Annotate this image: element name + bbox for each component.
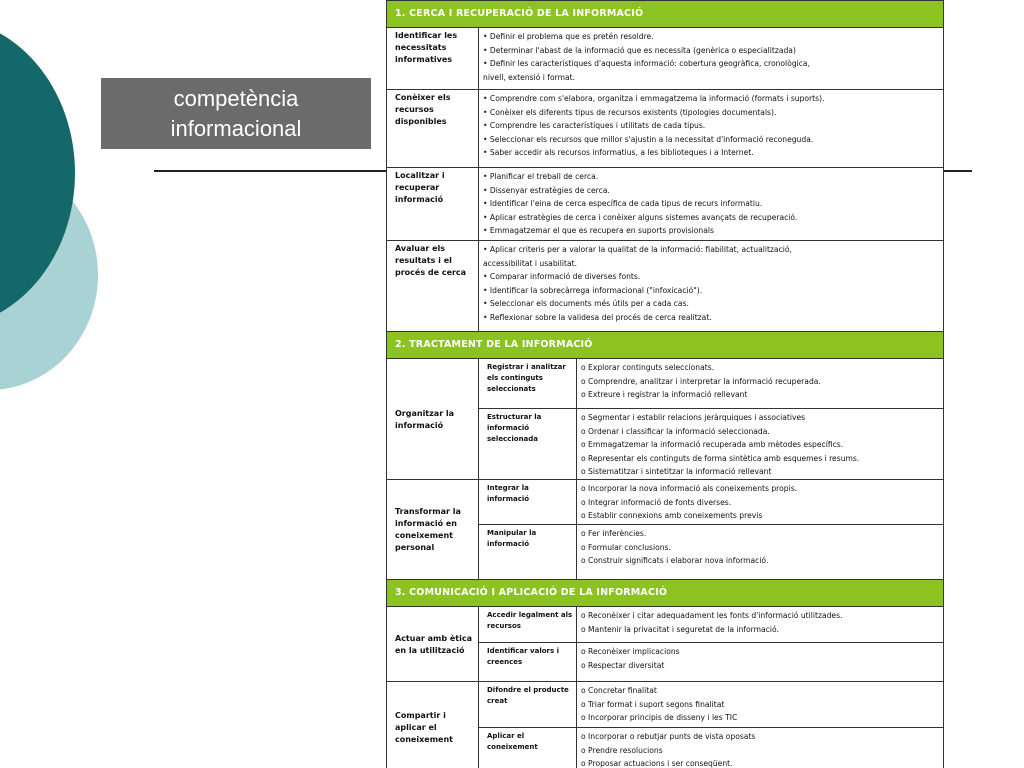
competency-table xyxy=(386,0,944,768)
list-item: accessibilitat i usabilitat. xyxy=(483,258,577,268)
list-item: o Proposar actuacions i ser conseqüent. xyxy=(581,759,733,768)
table-row xyxy=(387,90,944,168)
section-header-row xyxy=(387,332,944,359)
item-list xyxy=(577,409,944,480)
item-list xyxy=(577,606,944,642)
row-label: Identificar les necessitats informatives xyxy=(387,28,479,90)
list-item: o Comprendre, analitzar i interpretar la informació recuperada. xyxy=(581,376,821,386)
list-item: o Construir significats i elaborar nova informació. xyxy=(581,556,769,566)
group-label: Organitzar la informació xyxy=(387,359,479,480)
item-list xyxy=(479,168,944,241)
table-row xyxy=(387,28,944,90)
list-item: o Sistematitzar i sintetitzar la informació rellevant xyxy=(581,467,772,477)
list-item: • Conèixer els diferents tipus de recursos existents (tipologies documentals). xyxy=(483,107,777,117)
divider-line-left xyxy=(154,170,386,172)
slide-title-line2: informacional xyxy=(170,115,302,141)
list-item: • Comprendre les característiques i utilitats de cada tipus. xyxy=(483,121,706,131)
row-label: Conèixer els recursos disponibles xyxy=(387,90,479,168)
sub-label: Difondre el producte creat xyxy=(479,681,577,727)
sub-label: Registrar i analitzar els continguts seleccionats xyxy=(479,359,577,409)
table-row xyxy=(387,479,944,524)
sub-label: Aplicar el coneixement xyxy=(479,727,577,768)
list-item: • Definir les característiques d'aquesta informació: cobertura geogràfica, cronològica, xyxy=(483,59,810,69)
list-item: o Incorporar la nova informació als coneixements propis. xyxy=(581,483,798,493)
sub-label: Accedir legalment als recursos xyxy=(479,606,577,642)
list-item: • Seleccionar els recursos que millor s'ajustin a la necessitat d'informació reconeguda. xyxy=(483,134,814,144)
list-item: • Saber accedir als recursos informatius, a les biblioteques i a Internet. xyxy=(483,148,754,158)
sub-label: Manipular la informació xyxy=(479,524,577,579)
section-title: 1. CERCA I RECUPERACIÓ DE LA INFORMACIÓ xyxy=(387,1,944,28)
group-label: Transformar la informació en coneixement personal xyxy=(387,479,479,579)
list-item: • Aplicar estratègies de cerca i conèixer alguns sistemes avançats de recuperació. xyxy=(483,212,798,222)
list-item: • Planificar el treball de cerca. xyxy=(483,172,599,181)
list-item: • Identificar l'eina de cerca específica de cada tipus de recurs informatiu. xyxy=(483,199,763,209)
list-item: • Dissenyar estratègies de cerca. xyxy=(483,185,610,195)
item-list xyxy=(479,28,944,90)
list-item: o Incorporar principis de disseny i les TIC xyxy=(581,713,738,723)
list-item: nivell, extensió i format. xyxy=(483,72,576,82)
row-label: Localitzar i recuperar informació xyxy=(387,168,479,241)
list-item: o Representar els continguts de forma sintètica amb esquemes i resums. xyxy=(581,453,860,463)
list-item: • Seleccionar els documents més útils per a cada cas. xyxy=(483,299,689,309)
list-item: o Integrar informació de fonts diverses. xyxy=(581,497,732,507)
list-item: o Incorporar o rebutjar punts de vista oposats xyxy=(581,731,756,741)
item-list xyxy=(577,479,944,524)
list-item: o Respectar diversitat xyxy=(581,660,665,670)
group-label: Compartir i aplicar el coneixement xyxy=(387,681,479,768)
section-title: 2. TRACTAMENT DE LA INFORMACIÓ xyxy=(387,332,944,359)
row-label: Avaluar els resultats i el procés de cerca xyxy=(387,241,479,332)
item-list xyxy=(577,642,944,681)
slide-title-line1: competència xyxy=(173,85,299,111)
competency-table-image xyxy=(386,0,944,768)
table-row xyxy=(387,681,944,727)
item-list xyxy=(577,359,944,409)
sub-label: Identificar valors i creences xyxy=(479,642,577,681)
sub-label: Integrar la informació xyxy=(479,479,577,524)
table-row xyxy=(387,241,944,332)
item-list xyxy=(577,681,944,727)
list-item: o Triar format i suport segons finalitat xyxy=(581,699,725,709)
list-item: • Determinar l'abast de la informació que es necessita (genèrica o especialitzada) xyxy=(483,45,796,55)
list-item: • Identificar la sobrecàrrega informacional ("infoxicació"). xyxy=(483,285,703,295)
list-item: o Establir connexions amb coneixements previs xyxy=(581,511,763,521)
list-item: o Extreure i registrar la informació rellevant xyxy=(581,390,748,400)
sub-label: Estructurar la informació seleccionada xyxy=(479,409,577,480)
group-label: Actuar amb ètica en la utilització xyxy=(387,606,479,681)
list-item: o Fer inferències. xyxy=(581,528,647,538)
item-list xyxy=(479,241,944,332)
section-header-row xyxy=(387,1,944,28)
item-list xyxy=(479,90,944,168)
list-item: o Mantenir la privacitat i seguretat de la informació. xyxy=(581,624,779,634)
list-item: o Reconèixer implicacions xyxy=(581,646,680,656)
list-item: o Reconèixer i citar adequadament les fonts d'informació utilitzades. xyxy=(581,610,843,620)
table-row xyxy=(387,606,944,642)
table-row xyxy=(387,359,944,409)
list-item: o Explorar continguts seleccionats. xyxy=(581,363,715,372)
list-item: o Formular conclusions. xyxy=(581,542,671,552)
item-list xyxy=(577,727,944,768)
list-item: o Prendre resolucions xyxy=(581,745,663,755)
list-item: o Ordenar i classificar la informació seleccionada. xyxy=(581,426,770,436)
list-item: • Emmagatzemar el que es recupera en suports provisionals xyxy=(483,226,714,236)
list-item: • Definir el problema que es pretén resoldre. xyxy=(483,32,654,41)
section-title: 3. COMUNICACIÓ I APLICACIÓ DE LA INFORMACIÓ xyxy=(387,579,944,606)
divider-line-right xyxy=(944,170,972,172)
table-row xyxy=(387,168,944,241)
section-header-row xyxy=(387,579,944,606)
list-item: • Reflexionar sobre la validesa del procés de cerca realitzat. xyxy=(483,312,712,322)
item-list xyxy=(577,524,944,579)
list-item: o Emmagatzemar la informació recuperada amb mètodes específics. xyxy=(581,440,844,450)
list-item: • Aplicar criteris per a valorar la qualitat de la informació: fiabilitat, actualització, xyxy=(483,245,792,254)
list-item: • Comprendre com s'elabora, organitza i emmagatzema la informació (formats i suports). xyxy=(483,94,825,103)
list-item: o Segmentar i establir relacions jeràrquiques i associatives xyxy=(581,413,806,422)
slide-title-box xyxy=(101,78,371,149)
list-item: • Comparar informació de diverses fonts. xyxy=(483,272,641,282)
list-item: o Concretar finalitat xyxy=(581,685,657,695)
